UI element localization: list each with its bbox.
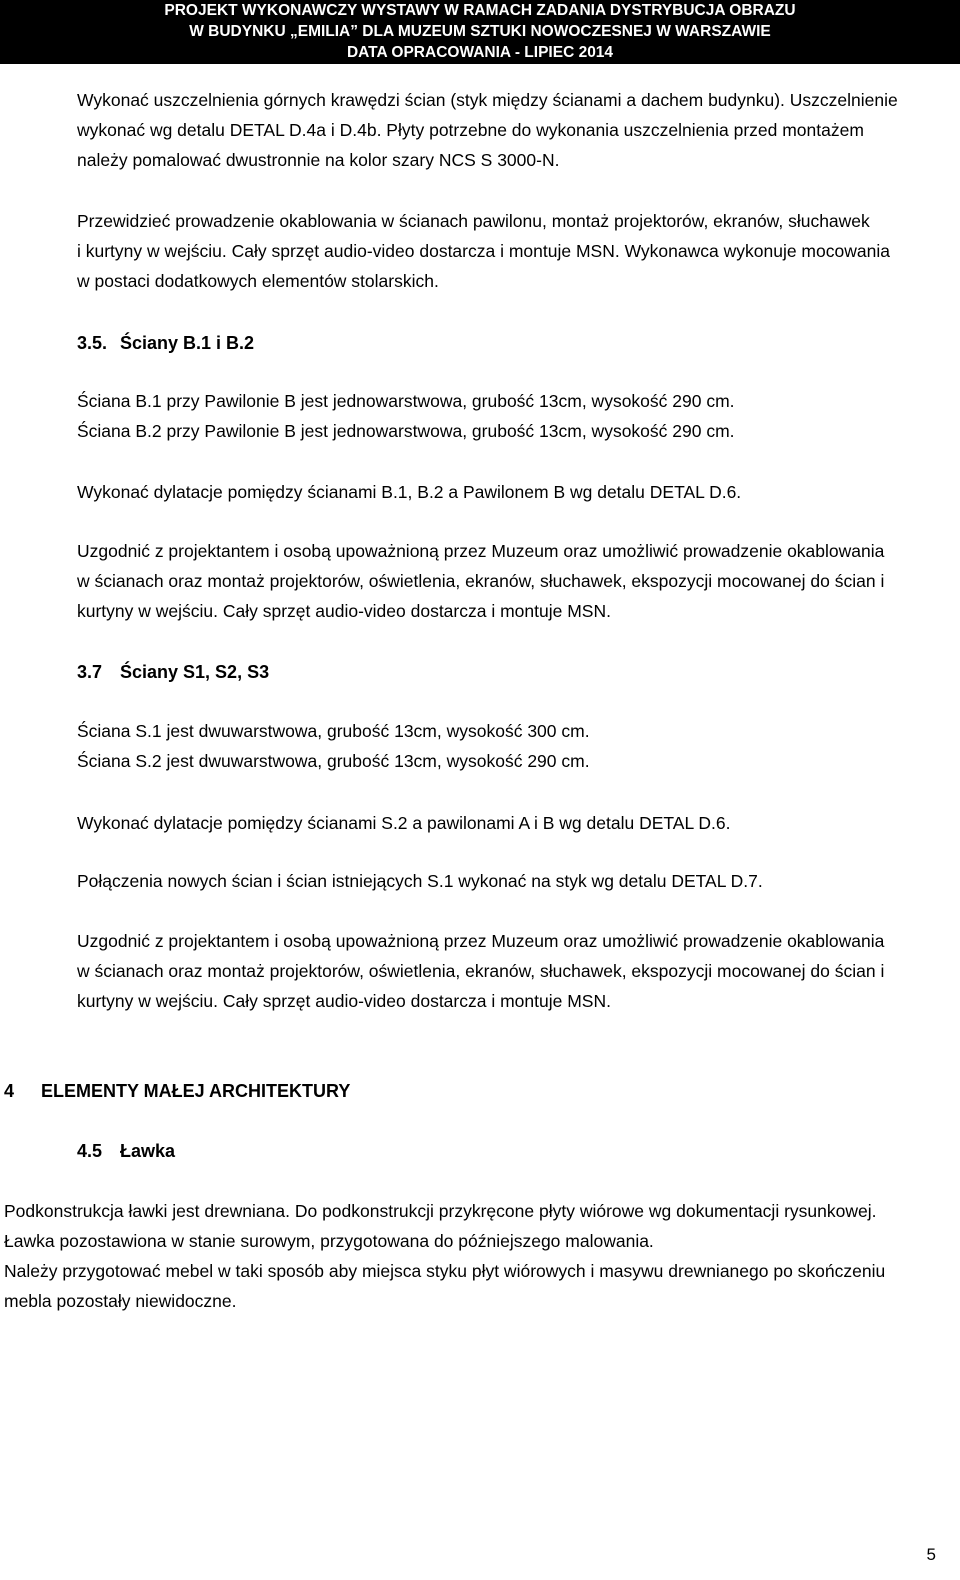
section-title: Ściany B.1 i B.2 xyxy=(120,333,255,353)
paragraph-coordination-2 xyxy=(77,926,884,1016)
page-number: 5 xyxy=(926,1545,936,1564)
text-line: w postaci dodatkowych elementów stolarskich. xyxy=(77,271,439,291)
document-header xyxy=(0,0,960,64)
paragraph-bench xyxy=(4,1196,885,1316)
text-line: Uzgodnić z projektantem i osobą upoważnioną przez Muzeum oraz umożliwić prowadzenie okablowania xyxy=(77,931,885,951)
paragraph-dilatation-b xyxy=(77,477,741,507)
section-heading-3-5 xyxy=(77,328,254,358)
text-line: kurtyny w wejściu. Cały sprzęt audio-video dostarcza i montuje MSN. xyxy=(77,991,611,1011)
text-line: Ściana B.2 przy Pawilonie B jest jednowarstwowa, grubość 13cm, wysokość 290 cm. xyxy=(77,421,735,441)
paragraph-cabling xyxy=(77,206,890,296)
paragraph-coordination-1 xyxy=(77,536,884,626)
section-number: 3.7 xyxy=(77,662,103,682)
text-line: wykonać wg detalu DETAL D.4a i D.4b. Płyty potrzebne do wykonania uszczelnienia przed montażem xyxy=(77,120,864,140)
text-line: Podkonstrukcja ławki jest drewniana. Do podkonstrukcji przykręcone płyty wiórowe wg dokumentacji rysunkowej. xyxy=(4,1201,877,1221)
header-line-1: PROJEKT WYKONAWCZY WYSTAWY W RAMACH ZADANIA DYSTRYBUCJA OBRAZU xyxy=(164,2,796,19)
section-number: 3.5. xyxy=(77,333,108,353)
text-line: Należy przygotować mebel w taki sposób aby miejsca styku płyt wiórowych i masywu drewnianego po skończeniu xyxy=(4,1261,886,1281)
text-line: Ławka pozostawiona w stanie surowym, przygotowana do późniejszego malowania. xyxy=(4,1231,654,1251)
paragraph-dilatation-s xyxy=(77,808,730,838)
section-title: Ławka xyxy=(120,1141,176,1161)
text-line: w ścianach oraz montaż projektorów, oświetlenia, ekranów, słuchawek, ekspozycji mocowanej do ścian i xyxy=(77,571,885,591)
text-line: Wykonać dylatacje pomiędzy ścianami S.2 a pawilonami A i B wg detalu DETAL D.6. xyxy=(77,813,731,833)
paragraph-connections xyxy=(77,866,763,896)
section-heading-3-7 xyxy=(77,657,269,687)
section-number: 4.5 xyxy=(77,1141,103,1161)
text-line: Przewidzieć prowadzenie okablowania w ścianach pawilonu, montaż projektorów, ekranów, słuchawek xyxy=(77,211,870,231)
section-heading-4-5 xyxy=(77,1136,175,1166)
text-line: Połączenia nowych ścian i ścian istniejących S.1 wykonać na styk wg detalu DETAL D.7. xyxy=(77,871,763,891)
header-line-2: W BUDYNKU „EMILIA” DLA MUZEUM SZTUKI NOWOCZESNEJ W WARSZAWIE xyxy=(189,23,771,40)
text-line: i kurtyny w wejściu. Cały sprzęt audio-video dostarcza i montuje MSN. Wykonawca wykonuje mocowania xyxy=(77,241,890,261)
text-line: Wykonać dylatacje pomiędzy ścianami B.1, B.2 a Pawilonem B wg detalu DETAL D.6. xyxy=(77,482,742,502)
chapter-heading-4 xyxy=(4,1076,350,1106)
text-line: należy pomalować dwustronnie na kolor szary NCS S 3000-N. xyxy=(77,150,560,170)
chapter-title: ELEMENTY MAŁEJ ARCHITEKTURY xyxy=(41,1081,351,1101)
text-line: Uzgodnić z projektantem i osobą upoważnioną przez Muzeum oraz umożliwić prowadzenie okablowania xyxy=(77,541,885,561)
chapter-number: 4 xyxy=(4,1081,15,1101)
text-line: Ściana S.2 jest dwuwarstwowa, grubość 13cm, wysokość 290 cm. xyxy=(77,751,590,771)
text-line: mebla pozostały niewidoczne. xyxy=(4,1291,237,1311)
header-line-3: DATA OPRACOWANIA - LIPIEC 2014 xyxy=(346,44,614,61)
text-line: Ściana B.1 przy Pawilonie B jest jednowarstwowa, grubość 13cm, wysokość 290 cm. xyxy=(77,391,735,411)
paragraph-walls-b xyxy=(77,386,735,446)
text-line: Wykonać uszczelnienia górnych krawędzi ścian (styk między ścianami a dachem budynku). Uszczelnienie xyxy=(77,90,898,110)
paragraph-walls-s xyxy=(77,716,590,776)
text-line: Ściana S.1 jest dwuwarstwowa, grubość 13cm, wysokość 300 cm. xyxy=(77,721,590,741)
text-line: kurtyny w wejściu. Cały sprzęt audio-video dostarcza i montuje MSN. xyxy=(77,601,611,621)
section-title: Ściany S1, S2, S3 xyxy=(120,662,270,682)
paragraph-seal xyxy=(77,85,898,175)
text-line: w ścianach oraz montaż projektorów, oświetlenia, ekranów, słuchawek, ekspozycji mocowanej do ścian i xyxy=(77,961,885,981)
